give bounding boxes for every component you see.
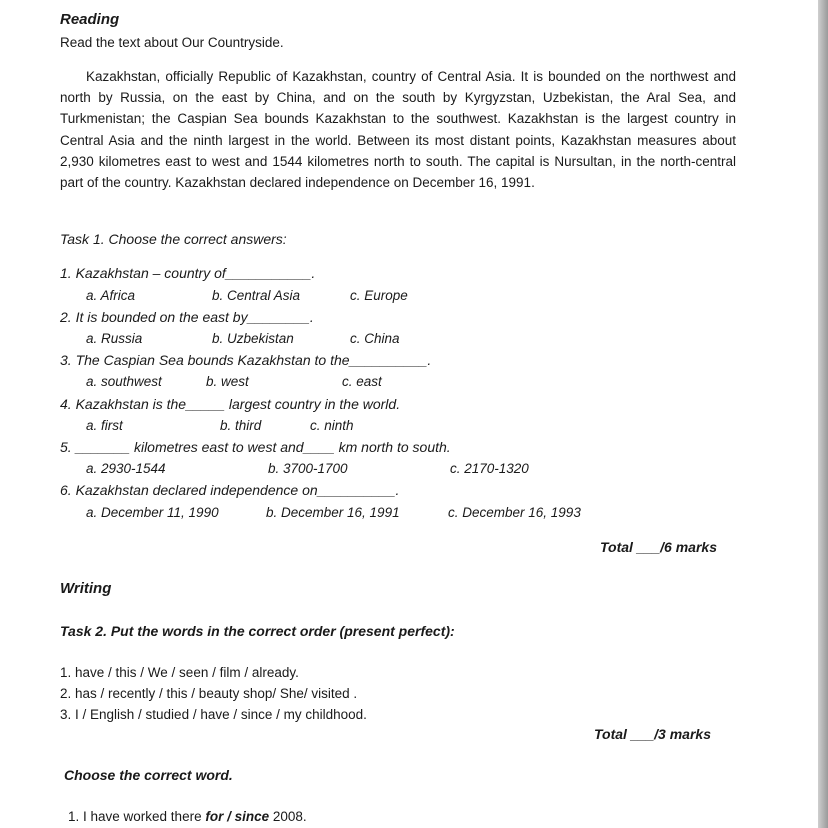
choose-item-1-prefix: 1. I have worked there	[68, 809, 206, 824]
worksheet-page	[60, 0, 750, 828]
page-edge-shadow	[818, 0, 828, 828]
task1-title: Task 1. Choose the correct answers:	[60, 231, 287, 247]
q3-option-c[interactable]: c. east	[342, 374, 382, 389]
writing-heading: Writing	[60, 580, 112, 597]
q4-option-b[interactable]: b. third	[220, 418, 262, 433]
q6-option-b[interactable]: b. December 16, 1991	[266, 505, 400, 520]
question-4: 4. Kazakhstan is the_____ largest country in the world.	[60, 396, 401, 412]
q2-option-c[interactable]: c. China	[350, 331, 400, 346]
choose-item-1-choice[interactable]: for / since	[205, 809, 270, 824]
q3-option-b[interactable]: b. west	[206, 374, 249, 389]
question-6: 6. Kazakhstan declared independence on__________.	[60, 482, 400, 498]
q6-option-a[interactable]: a. December 11, 1990	[86, 505, 219, 520]
question-3: 3. The Caspian Sea bounds Kazakhstan to the__________.	[60, 352, 432, 368]
q2-option-b[interactable]: b. Uzbekistan	[212, 331, 294, 346]
choose-item-1-suffix: 2008.	[269, 809, 307, 824]
question-1: 1. Kazakhstan – country of___________.	[60, 265, 316, 281]
q5-option-b[interactable]: b. 3700-1700	[268, 461, 348, 476]
q4-option-a[interactable]: a. first	[86, 418, 123, 433]
q1-option-b[interactable]: b. Central Asia	[212, 288, 301, 303]
q2-option-a[interactable]: a. Russia	[86, 331, 143, 346]
question-5: 5. _______ kilometres east to west and____ km north to south.	[60, 439, 451, 455]
choose-title: Choose the correct word.	[64, 767, 233, 783]
reading-heading: Reading	[60, 11, 120, 28]
q1-option-a[interactable]: a. Africa	[86, 288, 136, 303]
task1-total: Total ___/6 marks	[600, 539, 717, 555]
task2-item-1: 1. have / this / We / seen / film / already.	[60, 665, 299, 680]
task2-title: Task 2. Put the words in the correct order (present perfect):	[60, 623, 455, 639]
task2-item-3: 3. I / English / studied / have / since / my childhood.	[60, 707, 367, 722]
task2-item-2: 2. has / recently / this / beauty shop/ She/ visited .	[60, 686, 358, 701]
task2-total: Total ___/3 marks	[594, 726, 711, 742]
q5-option-a[interactable]: a. 2930-1544	[86, 461, 166, 476]
reading-paragraph: Kazakhstan, officially Republic of Kazakhstan, country of Central Asia. It is bounded on the northwest and north by Russia, on the east by China, and on the south by Kyrgyzstan, Uzbekistan, the Aral Sea, and Turkmenistan; the Caspian Sea bounds Kazakhstan to the southwest. Kazakhstan is the largest country in Central Asia and the ninth largest in the world. Between its most distant points, Kazakhstan measures about 2,930 kilometres east to west and 1544 kilometres north to south. The capital is Nursultan, in the north-central part of the country. Kazakhstan declared independence on December 16, 1991.	[60, 69, 736, 191]
q3-option-a[interactable]: a. southwest	[86, 374, 162, 389]
q4-option-c[interactable]: c. ninth	[310, 418, 354, 433]
q6-option-c[interactable]: c. December 16, 1993	[448, 505, 581, 520]
q5-option-c[interactable]: c. 2170-1320	[450, 461, 529, 476]
reading-instruction: Read the text about Our Countryside.	[60, 35, 284, 50]
question-2: 2. It is bounded on the east by________.	[60, 309, 314, 325]
choose-item-1	[68, 809, 307, 824]
q1-option-c[interactable]: c. Europe	[350, 288, 408, 303]
